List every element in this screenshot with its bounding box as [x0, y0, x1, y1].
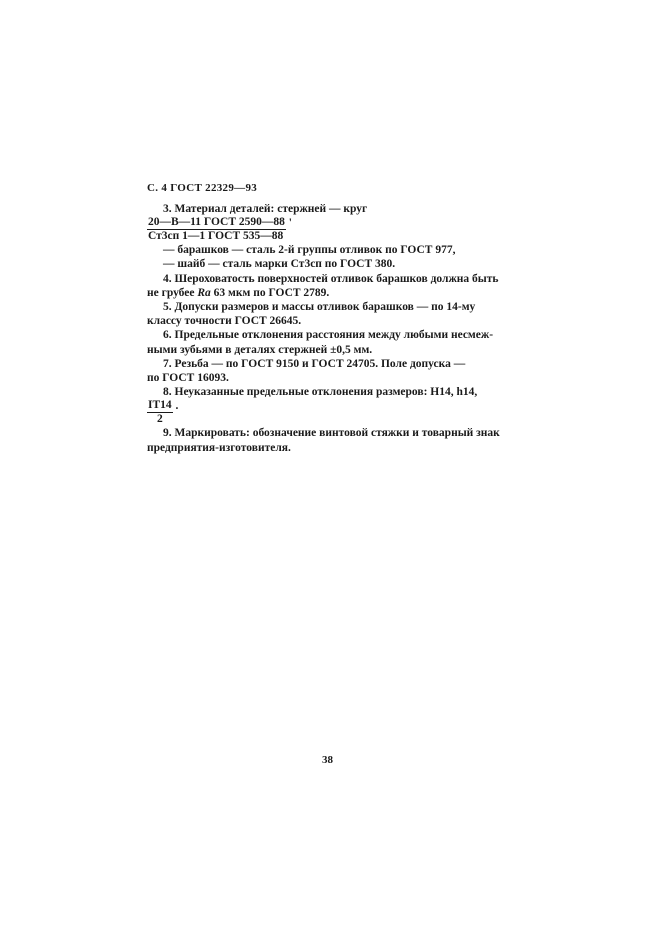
item-3-fraction [147, 216, 517, 243]
tolerance-fraction [147, 399, 173, 426]
item-4-post: 63 мкм по ГОСТ 2789. [210, 286, 330, 299]
page-number: 38 [322, 754, 333, 766]
item-3-sub-2: — шайб — сталь марки Ст3сп по ГОСТ 380. [163, 258, 396, 271]
fraction-denominator: 2 [156, 413, 163, 426]
item-4-pre: не грубее [147, 286, 198, 299]
fraction-mark: . [175, 400, 179, 413]
fraction-denominator: Ст3сп 1—1 ГОСТ 535—88 [148, 230, 284, 243]
item-4-line-2 [147, 286, 517, 300]
roughness-symbol: Ra [197, 286, 211, 299]
item-6-line-2: ными зубьями в деталях стержней ±0,5 мм. [147, 343, 373, 356]
item-9-line-2: предприятия-изготовителя. [147, 441, 291, 454]
item-9-line-1: 9. Маркировать: обозначение винтовой стяжки и товарный знак [163, 427, 500, 440]
item-5-line-2: классу точности ГОСТ 26645. [147, 315, 302, 328]
item-4-line-1: 4. Шероховатость поверхностей отливок барашков должна быть [163, 272, 499, 285]
item-7-line-2: по ГОСТ 16093. [147, 372, 229, 385]
item-8-line-1: 8. Неуказанные предельные отклонения размеров: Н14, h14, [163, 386, 478, 399]
item-8-fraction [147, 399, 517, 426]
item-5-line-1: 5. Допуски размеров и массы отливок барашков — по 14-му [163, 301, 476, 314]
fraction-mark: ' [288, 217, 292, 230]
item-3-lead: 3. Материал деталей: стержней — круг [163, 203, 368, 215]
item-3-sub-1: — барашков — сталь 2-й группы отливок по ГОСТ 977, [163, 244, 456, 257]
fraction-numerator: IT14 [148, 399, 172, 412]
fraction-numerator: 20—В—11 ГОСТ 2590—88 [148, 216, 285, 229]
material-fraction [147, 216, 286, 243]
document-body [147, 202, 517, 455]
page-header: С. 4 ГОСТ 22329—93 [147, 182, 258, 194]
item-6-line-1: 6. Предельные отклонения расстояния между любыми несмеж- [163, 329, 494, 342]
item-7-line-1: 7. Резьба — по ГОСТ 9150 и ГОСТ 24705. Поле допуска — [163, 357, 466, 370]
